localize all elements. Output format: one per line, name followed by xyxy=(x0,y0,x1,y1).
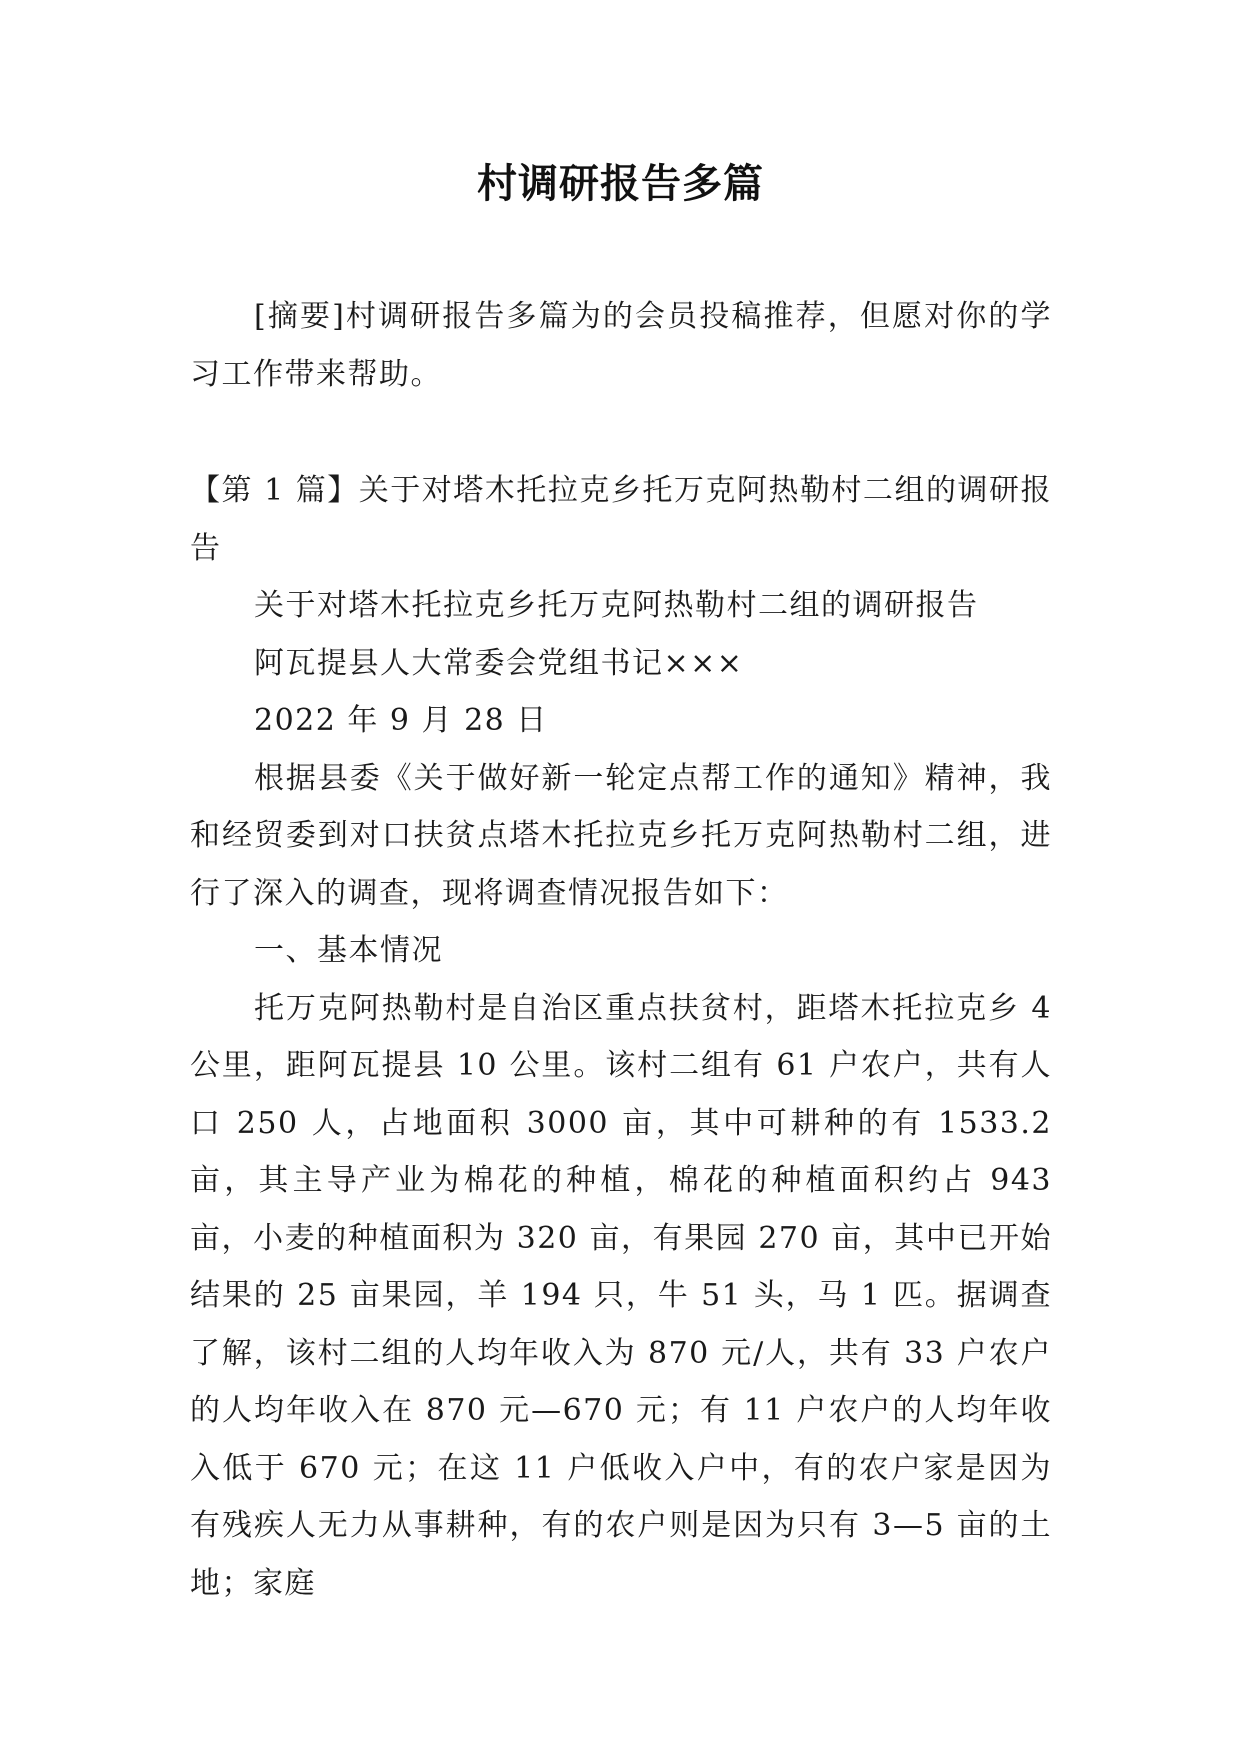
section-heading: 【第 1 篇】关于对塔木托拉克乡托万克阿热勒村二组的调研报告 xyxy=(190,473,1052,566)
abstract-paragraph: [摘要]村调研报告多篇为的会员投稿推荐，但愿对你的学习工作带来帮助。 xyxy=(190,299,1052,392)
report-author: 阿瓦提县人大常委会党组书记××× xyxy=(254,645,744,681)
document-title: 村调研报告多篇 xyxy=(477,161,764,207)
report-title: 关于对塔木托拉克乡托万克阿热勒村二组的调研报告 xyxy=(254,588,979,623)
document-body xyxy=(190,462,1052,1612)
body-paragraph: 根据县委《关于做好新一轮定点帮工作的通知》精神，我和经贸委到对口扶贫点塔木托拉克乡托万克阿热勒村二组，进行了深入的调查，现将调查情况报告如下： xyxy=(190,760,1052,911)
subheading-basic-info: 一、基本情况 xyxy=(254,933,443,968)
body-paragraph: 托万克阿热勒村是自治区重点扶贫村，距塔木托拉克乡 4 公里，距阿瓦提县 10 公里。该村二组有 61 户农户，共有人口 250 人，占地面积 3000 亩，其中可耕种的有 1533.2 亩，其主导产业为棉花的种植，棉花的种植面积约占 943 亩，小麦的种植面积为 320 亩，有果园 270 亩，其中已开始结果的 25 亩果园，羊 194 只，牛 51 头，马 1 匹。据调查了解，该村二组的人均年收入为 870 元/人，共有 33 户农户的人均年收入在 870 元—670 元；有 11 户农户的人均年收入低于 670 元；在这 11 户低收入户中，有的农户家是因为有残疾人无力从事耕种，有的农户则是因为只有 3—5 亩的土地；家庭 xyxy=(190,990,1052,1601)
report-date: 2022 年 9 月 28 日 xyxy=(254,703,548,738)
